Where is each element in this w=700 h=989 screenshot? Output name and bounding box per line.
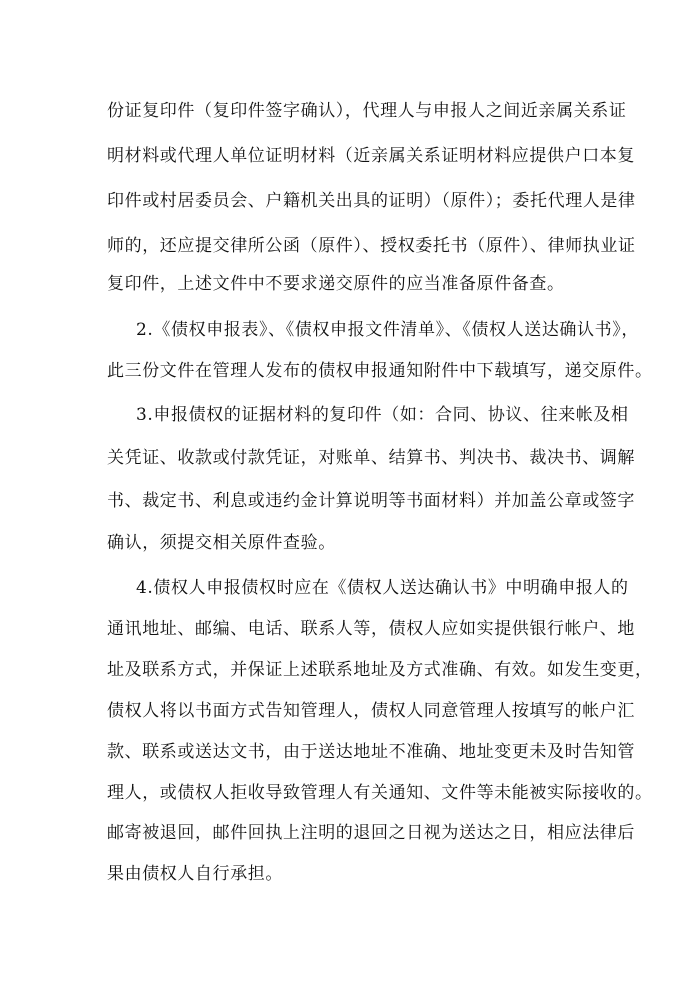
- text-line: 复印件，上述文件中不要求递交原件的应当准备原件备查。: [107, 274, 565, 294]
- text-line: 书、裁定书、利息或违约金计算说明等书面材料）并加盖公章或签字: [107, 491, 635, 511]
- text-line: 份证复印件（复印件签字确认），代理人与申报人之间近亲属关系证: [107, 101, 627, 121]
- text-line: 此三份文件在管理人发布的债权申报通知附件中下载填写，递交原件。: [107, 361, 653, 381]
- text-line: 确认，须提交相关原件查验。: [107, 533, 336, 553]
- paragraph-3-start: 3.申报债权的证据材料的复印件（如：合同、协议、往来帐及相: [136, 405, 629, 425]
- text-line: 明材料或代理人单位证明材料（近亲属关系证明材料应提供户口本复: [107, 146, 635, 166]
- text-line: 印件或村居委员会、户籍机关出具的证明）（原件）；委托代理人是律: [107, 191, 636, 211]
- text-line: 款、联系或送达文书，由于送达地址不准确、地址变更未及时告知管: [107, 742, 635, 762]
- text-line: 果由债权人自行承担。: [107, 864, 283, 884]
- text-line: 邮寄被退回，邮件回执上注明的退回之日视为送达之日，相应法律后: [107, 823, 635, 843]
- text-line: 关凭证、收款或付款凭证，对账单、结算书、判决书、裁决书、调解: [107, 448, 635, 468]
- paragraph-4-start: 4.债权人申报债权时应在《债权人送达确认书》中明确申报人的: [136, 578, 629, 598]
- text-line: 址及联系方式，并保证上述联系地址及方式准确、有效。如发生变更，: [107, 660, 653, 680]
- paragraph-2-start: 2.《债权申报表》、《债权申报文件清单》、《债权人送达确认书》，: [136, 320, 639, 340]
- text-line: 师的，还应提交律所公函（原件）、授权委托书（原件）、律师执业证: [107, 236, 636, 256]
- text-line: 通讯地址、邮编、电话、联系人等，债权人应如实提供银行帐户、地: [107, 619, 635, 639]
- text-line: 理人，或债权人拒收导致管理人有关通知、文件等未能被实际接收的。: [107, 783, 653, 803]
- text-line: 债权人将以书面方式告知管理人，债权人同意管理人按填写的帐户汇: [107, 701, 635, 721]
